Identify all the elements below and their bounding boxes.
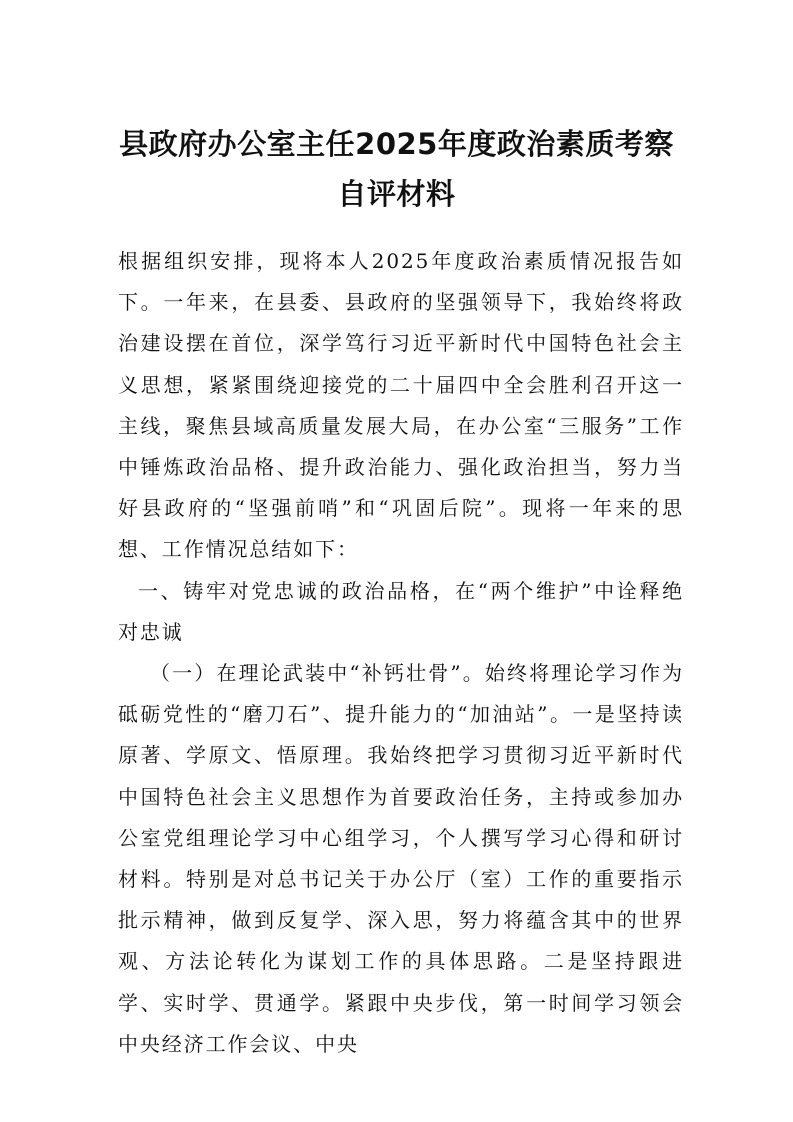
document-title-line-2: 自评材料: [337, 177, 456, 211]
section-1-heading: 一、铸牢对党忠诚的政治品格，在“两个维护”中诠释绝对忠诚: [118, 578, 684, 644]
document-body: [118, 241, 684, 1065]
document-title-line-1: 县政府办公室主任2025年度政治素质考察: [119, 127, 674, 161]
section-1-subsection-1: （一）在理论武装中“补钙壮骨”。始终将理论学习作为砥砺党性的“磨刀石”、提升能力的“加油站”。一是坚持读原著、学原文、悟原理。我始终把学习贯彻习近平新时代中国特色社会主义思想作为首要政治任务，主持或参加办公室党组理论学习中心组学习，个人撰写学习心得和研讨材料。特别是对总书记关于办公厅（室）工作的重要指示批示精神，做到反复学、深入思，努力将蕴含其中的世界观、方法论转化为谋划工作的具体思路。二是坚持跟进学、实时学、贯通学。紧跟中央步伐，第一时间学习领会中央经济工作会议、中央: [118, 661, 684, 1056]
intro-paragraph: 根据组织安排，现将本人2025年度政治素质情况报告如下。一年来，在县委、县政府的坚强领导下，我始终将政治建设摆在首位，深学笃行习近平新时代中国特色社会主义思想，紧紧围绕迎接党的二十届四中全会胜利召开这一主线，聚焦县域高质量发展大局，在办公室“三服务”工作中锤炼政治品格、提升政治能力、强化政治担当，努力当好县政府的“坚强前哨”和“巩固后院”。现将一年来的思想、工作情况总结如下：: [118, 249, 684, 562]
